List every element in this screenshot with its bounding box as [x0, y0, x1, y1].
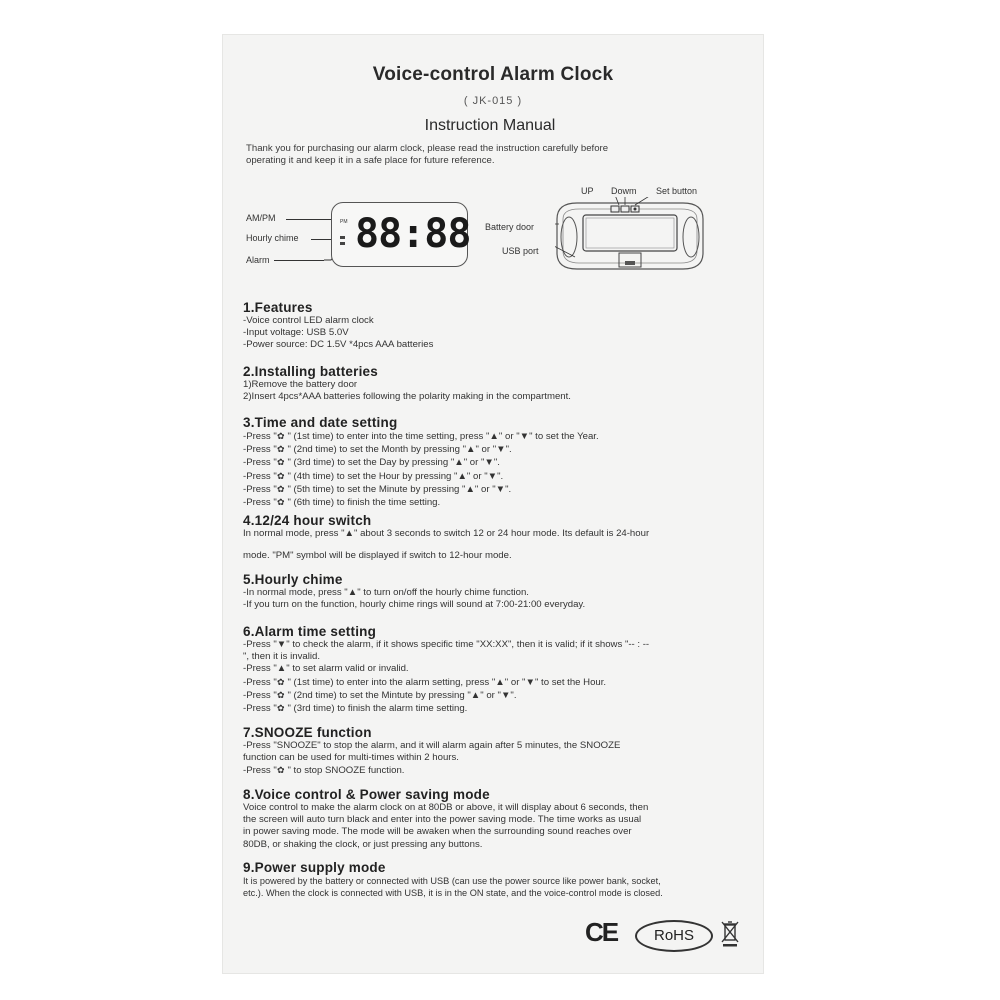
- text-line: [243, 702, 748, 715]
- line-body: " (2nd time) to set the Mintute by pressing "▲" or "▼".: [284, 689, 517, 701]
- chime-indicator: [340, 236, 345, 239]
- text-line: [243, 676, 748, 689]
- section-title: 2.Installing batteries: [243, 364, 378, 379]
- line-body: " (3rd time) to set the Day by pressing "▲" or "▼".: [284, 457, 500, 469]
- intro-line: Thank you for purchasing our alarm clock, please read the instruction carefully before: [246, 143, 609, 154]
- line-body: " (1st time) to enter into the time setting, press "▲" or "▼" to set the Year.: [284, 431, 599, 442]
- gear-icon: ✿: [277, 703, 285, 714]
- alarm-indicator: [340, 242, 345, 245]
- text-line: in power saving mode. The mode will be awaken when the surrounding sound reaches over: [243, 826, 632, 838]
- text-line: -If you turn on the function, hourly chime rings will sound at 7:00-21:00 everyday.: [243, 599, 586, 611]
- text-line: [243, 456, 748, 469]
- section-title: 3.Time and date setting: [243, 415, 398, 430]
- gear-icon: ✿: [277, 457, 285, 468]
- display-digits: 88:88: [355, 211, 471, 257]
- line-prefix: -Press ": [243, 457, 277, 469]
- text-line: -Press "SNOOZE" to stop the alarm, and it will alarm again after 5 minutes, the SNOOZE: [243, 740, 621, 751]
- line-prefix: -Press ": [243, 689, 277, 701]
- text-line: -Press "▼" to check the alarm, if it shows specific time "XX:XX", then it is valid; if it shows "-- : --: [243, 639, 650, 650]
- section-power-supply: [243, 860, 748, 899]
- text-line: 2)Insert 4pcs*AAA batteries following the polarity making in the compartment.: [243, 391, 571, 403]
- line-body: " (2nd time) to set the Month by pressing "▲" or "▼".: [284, 444, 512, 456]
- section-alarm: [243, 624, 748, 715]
- clock-back-icon: [555, 197, 705, 277]
- model-number: ( JK-015 ): [463, 95, 523, 107]
- line-body: " (4th time) to set the Hour by pressing "▲" or "▼".: [284, 470, 504, 482]
- battery-door-label: Battery door: [485, 222, 535, 232]
- line-body: " (5th time) to set the Minute by pressing "▲" or "▼".: [284, 483, 512, 495]
- line-prefix: -Press ": [243, 431, 277, 442]
- section-title: 6.Alarm time setting: [243, 624, 377, 639]
- text-line: -Press "▲" to set alarm valid or invalid.: [243, 663, 409, 675]
- gear-icon: ✿: [277, 676, 285, 687]
- section-title: 9.Power supply mode: [243, 860, 386, 875]
- section-title: 1.Features: [243, 300, 313, 315]
- pm-indicator: PM: [340, 219, 348, 225]
- text-line: the screen will auto turn black and enter into the power saving mode. The time works as usual: [243, 814, 642, 826]
- line-body: " (6th time) to finish the time setting.: [284, 497, 441, 509]
- text-line: In normal mode, press "▲" about 3 seconds to switch 12 or 24 hour mode. Its default is 24-hour: [243, 528, 650, 539]
- ce-mark: CE: [585, 917, 618, 947]
- section-features: [243, 300, 748, 352]
- manual-title: Voice-control Alarm Clock: [372, 64, 614, 85]
- text-line: 80DB, or shaking the clock, or just pressing any buttons.: [243, 838, 483, 850]
- text-line: [243, 689, 748, 702]
- text-line: -Power source: DC 1.5V *4pcs AAA batteries: [243, 339, 434, 351]
- gear-icon: ✿: [277, 444, 285, 455]
- line-prefix: -Press ": [243, 470, 277, 482]
- up-label: UP: [581, 186, 594, 196]
- line-prefix: -Press ": [243, 703, 277, 715]
- rohs-mark: RoHS: [635, 920, 713, 952]
- line-body: " (1st time) to enter into the alarm setting, press "▲" or "▼" to set the Hour.: [284, 676, 607, 688]
- text-line: [243, 430, 748, 443]
- text-line: [243, 496, 748, 509]
- section-voice-control: [243, 787, 748, 851]
- line-prefix: -Press ": [243, 765, 277, 777]
- line-prefix: -Press ": [243, 676, 277, 688]
- gear-icon: ✿: [277, 431, 285, 441]
- text-line: [243, 483, 748, 496]
- down-label: Dowm: [611, 186, 637, 196]
- text-line: [243, 470, 748, 483]
- set-button-label: Set button: [656, 186, 698, 196]
- line-prefix: -Press ": [243, 444, 277, 456]
- section-time-date: [243, 415, 748, 509]
- text-line: [243, 764, 748, 777]
- text-line: -Voice control LED alarm clock: [243, 315, 374, 326]
- section-hourly-chime: [243, 572, 748, 611]
- text-line: 1)Remove the battery door: [243, 379, 358, 390]
- gear-icon: ✿: [277, 483, 285, 494]
- text-line: etc.). When the clock is connected with USB, it is in the ON state, and the voice-control mode is closed.: [243, 888, 663, 899]
- usb-port-label: USB port: [502, 246, 539, 256]
- leader-line: [274, 260, 324, 261]
- gear-icon: ✿: [277, 689, 285, 700]
- line-prefix: -Press ": [243, 497, 277, 509]
- gear-icon: ✿: [277, 497, 285, 508]
- section-title: 5.Hourly chime: [243, 572, 343, 587]
- text-line: function can be used for multi-times within 2 hours.: [243, 752, 459, 764]
- manual-sheet: [223, 35, 763, 973]
- section-snooze: [243, 725, 748, 778]
- text-line: [243, 443, 748, 456]
- line-body: " (3rd time) to finish the alarm time setting.: [284, 703, 468, 715]
- gear-icon: ✿: [277, 470, 285, 481]
- section-title: 7.SNOOZE function: [243, 725, 372, 740]
- text-line: -Input voltage: USB 5.0V: [243, 327, 349, 339]
- hourly-chime-label: Hourly chime: [246, 233, 299, 243]
- am-pm-label: AM/PM: [246, 213, 276, 223]
- text-line: Voice control to make the alarm clock on at 80DB or above, it will display about 6 seconds, then: [243, 802, 649, 813]
- text-line: -In normal mode, press "▲" to turn on/off the hourly chime function.: [243, 587, 529, 598]
- intro-text: [246, 143, 716, 167]
- section-title: 4.12/24 hour switch: [243, 513, 372, 528]
- crossed-bin-icon: [721, 919, 739, 947]
- gear-icon: ✿: [277, 765, 285, 776]
- section-hour-switch: [243, 513, 748, 562]
- manual-subtitle: Instruction Manual: [424, 117, 556, 134]
- line-body: " to stop SNOOZE function.: [284, 765, 405, 777]
- intro-line: operating it and keep it in a safe place for future reference.: [246, 155, 495, 166]
- line-prefix: -Press ": [243, 483, 277, 495]
- section-title: 8.Voice control & Power saving mode: [243, 787, 490, 802]
- text-line: ", then it is invalid.: [243, 651, 320, 663]
- text-line: It is powered by the battery or connected with USB (can use the power source like power bank, socket,: [243, 876, 661, 886]
- text-line: mode. "PM" symbol will be displayed if switch to 12-hour mode.: [243, 550, 512, 562]
- section-batteries: [243, 364, 748, 403]
- alarm-label: Alarm: [246, 255, 270, 265]
